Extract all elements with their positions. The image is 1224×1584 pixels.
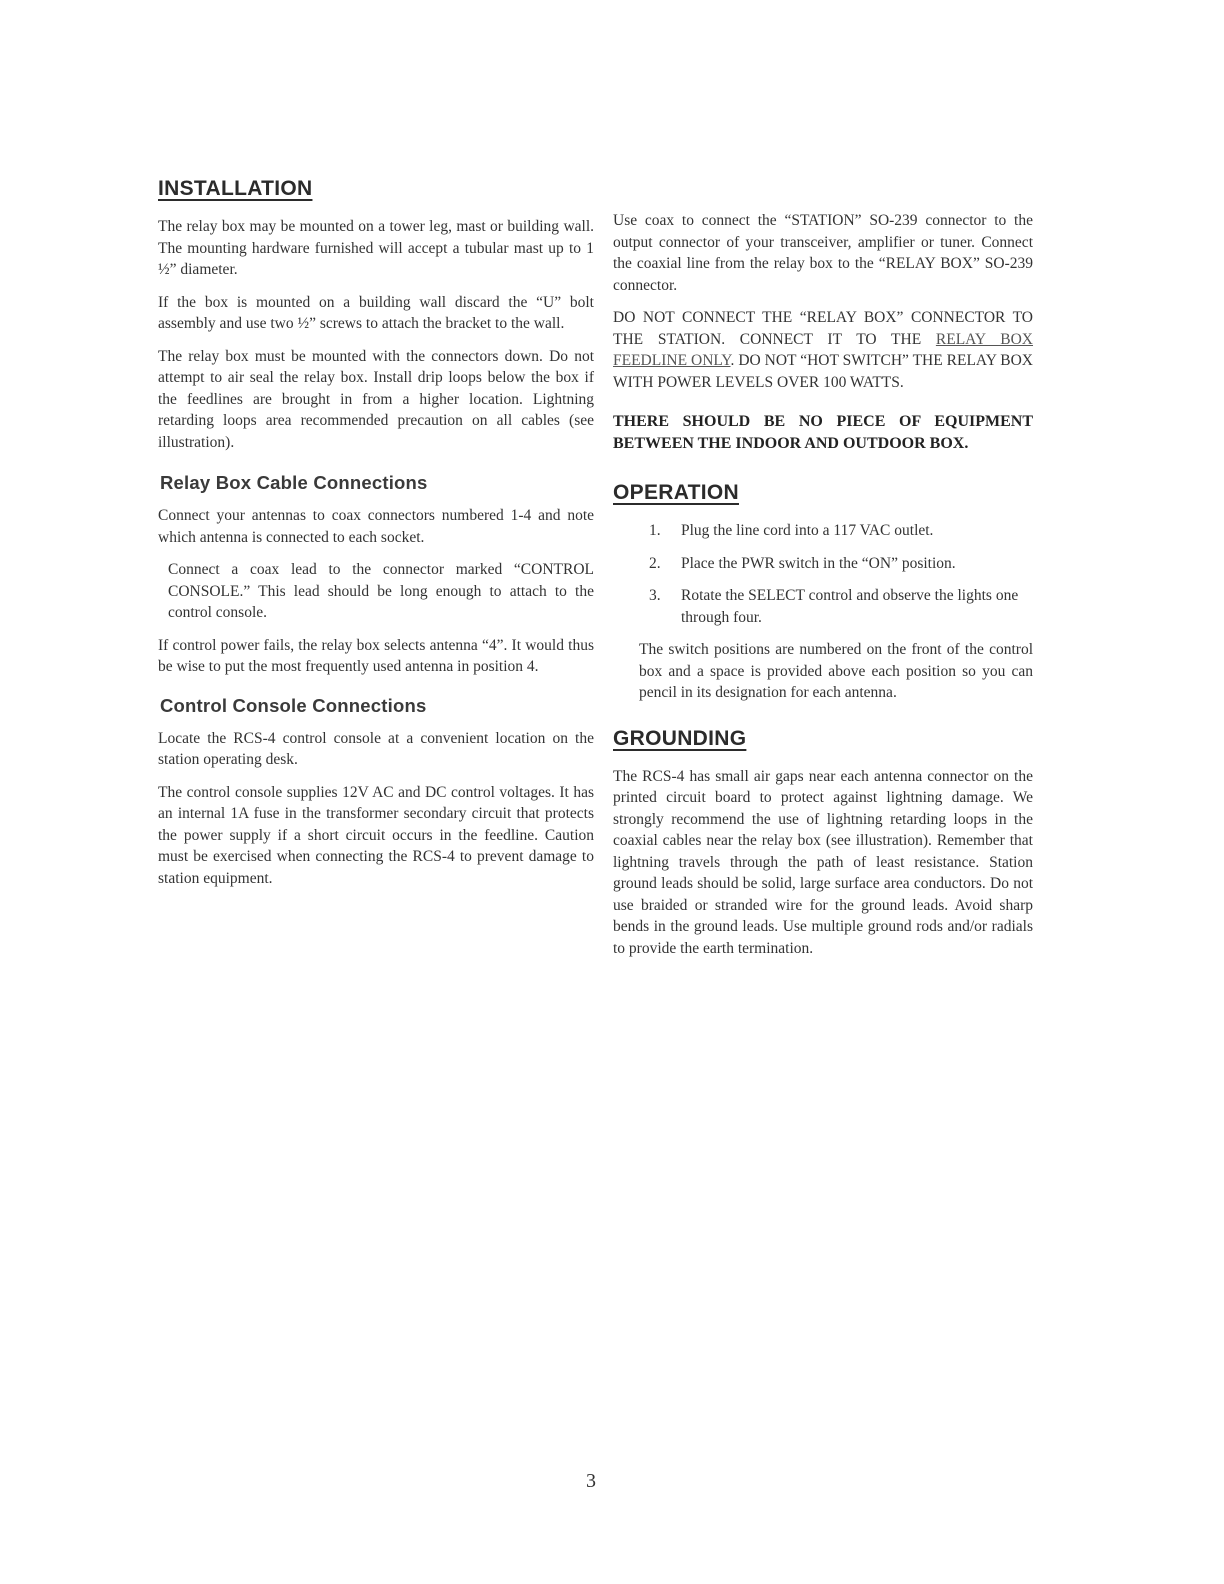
relay-box-paragraph: Connect your antennas to coax connectors numbered 1-4 and note which antenna is connected to each socket. [158, 507, 594, 546]
step-text: Plug the line cord into a 117 VAC outlet. [681, 522, 934, 539]
step-number: 2. [649, 554, 661, 572]
relay-box-paragraph: Connect a coax lead to the connector marked “CONTROL CONSOLE.” This lead should be long enough to attach to the control console. [168, 561, 594, 621]
list-item [613, 520, 1033, 542]
page-number: 3 [586, 1470, 596, 1492]
step-number: 3. [649, 587, 661, 604]
operation-note: The switch positions are numbered on the front of the control box and a space is provided above each position so you can pencil in its designation for each antenna. [639, 641, 1033, 701]
station-paragraph: Use coax to connect the “STATION” SO-239 connector to the output connector of your transceiver, amplifier or tuner. Connect the coaxial line from the relay box to the “RELAY BOX” SO-239 connector. [613, 212, 1033, 294]
step-number: 1. [649, 522, 661, 539]
warning-text: . DO NOT “HOT SWITCH” THE RELAY BOX WITH POWER LEVELS OVER 100 WATTS. [613, 352, 1033, 391]
relay-box-paragraph: If control power fails, the relay box selects antenna “4”. It would thus be wise to put the most frequently used antenna in position 4. [158, 636, 594, 675]
grounding-heading: GROUNDING [613, 726, 747, 750]
operation-heading: OPERATION [613, 481, 739, 504]
control-console-heading: Control Console Connections [160, 694, 427, 716]
step-text: Place the PWR switch in the “ON” position. [681, 554, 956, 572]
equipment-warning: THERE SHOULD BE NO PIECE OF EQUIPMENT BETWEEN THE INDOOR AND OUTDOOR BOX. [613, 413, 1033, 452]
step-text: Rotate the SELECT control and observe the lights one through four. [681, 587, 1019, 626]
relay-box-heading: Relay Box Cable Connections [160, 472, 428, 493]
list-item [613, 553, 1033, 575]
list-item [613, 585, 1033, 628]
grounding-paragraph: The RCS-4 has small air gaps near each antenna connector on the printed circuit board to protect against lightning damage. We strongly recommend the use of lightning retarding loops in the coaxial cables near the relay box (see illustration). Remember that lightning travels through the path of least resistance. Station ground leads should be solid, large surface area conductors. Do not use braided or stranded wire for the ground leads. Avoid sharp bends in the ground leads. Use multiple ground rods and/or radials to provide the earth termination. [613, 767, 1033, 957]
right-column [613, 210, 1033, 970]
control-console-paragraph: Locate the RCS-4 control console at a convenient location on the station operating desk. [158, 729, 594, 768]
feedline-only-text: RELAY BOX FEEDLINE ONLY [613, 330, 1034, 369]
installation-paragraph: The relay box must be mounted with the connectors down. Do not attempt to air seal the relay box. Install drip loops below the box if the feedlines are brought in from a higher location. Lightning retarding loops area recommended precaution on all cables (see illustration). [158, 347, 594, 451]
installation-heading: INSTALLATION [158, 177, 313, 200]
warning-text: DO NOT CONNECT THE “RELAY BOX” CONNECTOR TO THE STATION. CONNECT IT TO THE [613, 309, 1033, 348]
control-console-paragraph: The control console supplies 12V AC and DC control voltages. It has an internal 1A fuse in the transformer secondary circuit that protects the power supply if a short circuit occurs in the feedline. Caution must be exercised when connecting the RCS-4 to prevent damage to station equipment. [158, 783, 594, 887]
relay-box-warning-paragraph [613, 307, 1033, 393]
installation-paragraph: The relay box may be mounted on a tower leg, mast or building wall. The mounting hardware furnished will accept a tubular mast up to 1 ½” diameter. [158, 218, 594, 278]
installation-paragraph: If the box is mounted on a building wall discard the “U” bolt assembly and use two ½” screws to attach the bracket to the wall. [158, 293, 594, 332]
left-column [158, 176, 594, 900]
operation-steps [613, 520, 1033, 628]
